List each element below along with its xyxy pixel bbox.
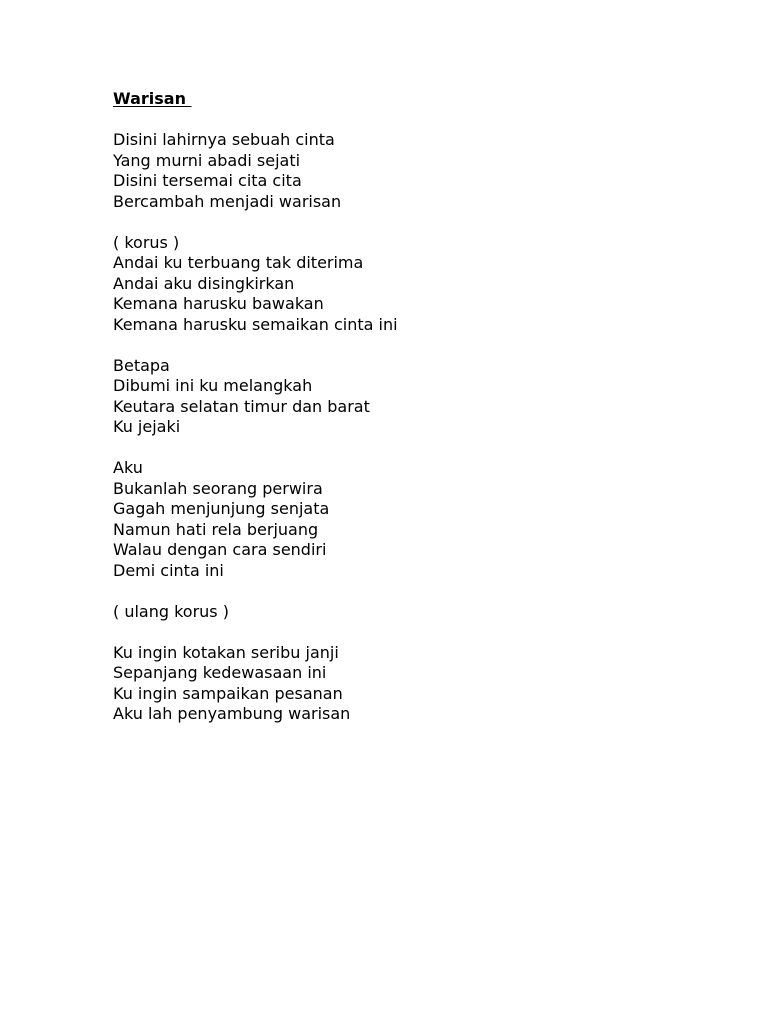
lyric-line: Aku — [113, 458, 143, 477]
lyric-line: Betapa — [113, 355, 170, 375]
lyric-line: Kemana harusku bawakan — [113, 294, 324, 313]
lyric-line: Andai aku disingkirkan — [113, 273, 295, 293]
stanza-verse-3 — [113, 458, 398, 581]
lyric-line: Ku ingin sampaikan pesanan — [113, 683, 343, 703]
lyric-line: Bercambah menjadi warisan — [113, 191, 342, 211]
stanza-verse-4 — [113, 643, 398, 725]
lyric-line: Aku lah penyambung warisan — [113, 704, 351, 723]
lyric-line: Ku jejaki — [113, 417, 181, 436]
lyric-line: Disini tersemai cita cita — [113, 171, 302, 190]
lyric-line: Ku ingin kotakan seribu janji — [113, 642, 339, 662]
stanza-verse-1 — [113, 130, 398, 212]
document-title: Warisan — [113, 89, 192, 108]
lyric-line: Disini lahirnya sebuah cinta — [113, 130, 335, 149]
lyric-line: ( ulang korus ) — [113, 601, 229, 621]
lyric-line: Gagah menjunjung senjata — [113, 499, 330, 518]
lyrics-document — [113, 89, 398, 725]
stanza-repeat-chorus — [113, 602, 398, 623]
lyric-line: Yang murni abadi sejati — [113, 150, 301, 170]
lyric-line: Andai ku terbuang tak diterima — [113, 253, 364, 272]
stanza-verse-2 — [113, 356, 398, 438]
lyric-line: ( korus ) — [113, 232, 180, 252]
lyric-line: Bukanlah seorang perwira — [113, 478, 323, 498]
lyric-line: Kemana harusku semaikan cinta ini — [113, 314, 398, 334]
lyric-line: Namun hati rela berjuang — [113, 519, 319, 539]
lyric-line: Walau dengan cara sendiri — [113, 540, 327, 559]
stanza-chorus — [113, 233, 398, 336]
lyric-line: Dibumi ini ku melangkah — [113, 376, 313, 395]
lyric-line: Demi cinta ini — [113, 560, 224, 580]
lyric-line: Keutara selatan timur dan barat — [113, 396, 370, 416]
lyric-line: Sepanjang kedewasaan ini — [113, 663, 327, 682]
